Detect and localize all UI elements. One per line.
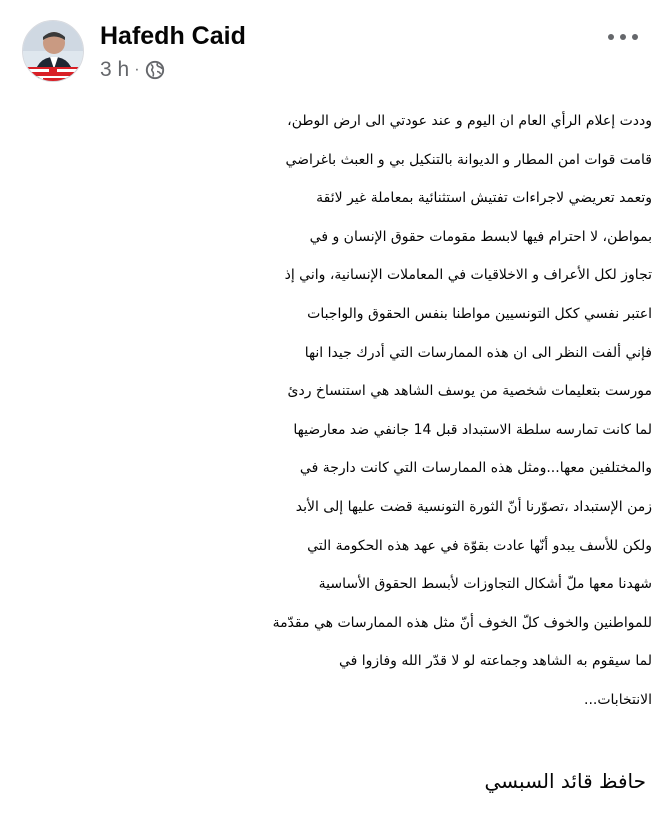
globe-icon[interactable] — [145, 60, 165, 80]
post-text-line: لما سيقوم به الشاهد وجماعته لو لا قدّر الله وفازوا في — [338, 653, 652, 670]
post-text — [14, 102, 652, 800]
post-text-line: الانتخابات... — [584, 691, 652, 708]
author-avatar[interactable] — [22, 20, 84, 82]
post-text-line: مورست بتعليمات شخصية من يوسف الشاهد هي استنساخ ردئ — [287, 383, 652, 400]
paragraph-gap — [14, 720, 652, 762]
more-dot — [620, 34, 626, 40]
post-text-line: اعتبر نفسي ككل التونسيين مواطنا بنفس الحقوق والواجبات — [307, 305, 652, 322]
post-text-line: قامت قوات امن المطار و الديوانة بالتنكيل بي و العبث باغراضي — [285, 151, 652, 168]
post-text-line: ولكن للأسف يبدو أنّها عادت بقوّة في عهد هذه الحكومة التي — [307, 537, 652, 554]
post-text-line: شهدنا معها ملّ أشكال التجاوزات لأبسط الحقوق الأساسية — [318, 576, 652, 593]
more-options-icon[interactable] — [608, 26, 638, 48]
more-dot — [632, 34, 638, 40]
post-text-line: والمختلفين معها...ومثل هذه الممارسات التي كانت دارجة في — [299, 460, 652, 477]
profile-photo — [23, 21, 84, 82]
post-timestamp[interactable]: 3 h — [100, 58, 130, 81]
post-text-line: فإني ألفت النظر الى ان هذه الممارسات التي أدرك جيدا انها — [304, 344, 652, 361]
post-signature: حافظ قائد السبسي — [484, 768, 646, 793]
post-text-line: تجاوز لكل الأعراف و الاخلاقيات في المعاملات الإنسانية، واني إذ — [284, 267, 652, 284]
post-meta — [100, 58, 165, 82]
more-dot — [608, 34, 614, 40]
post-header — [22, 20, 642, 90]
post-text-line: بمواطن، لا احترام فيها لابسط مقومات حقوق الإنسان و في — [309, 228, 652, 245]
post-text-line: وتعمد تعريضي لاجراءات تفتيش استثنائية بمعاملة غير لائقة — [316, 190, 652, 207]
meta-separator: · — [134, 61, 140, 78]
author-name[interactable]: Hafedh Caid — [100, 22, 246, 50]
post-text-line: وددت إعلام الرأي العام ان اليوم و عند عودتي الى ارض الوطن، — [287, 113, 652, 129]
post-text-line: لما كانت تمارسه سلطة الاستبداد قبل 14 جانفي ضد معارضيها — [293, 421, 652, 438]
post-text-line: للمواطنين والخوف كلّ الخوف أنّ مثل هذه الممارسات هي مقدّمة — [272, 614, 652, 631]
post-text-line: زمن الإستبداد ،تصوّرنا أنّ الثورة التونسية قضت عليها إلى الأبد — [295, 498, 652, 515]
